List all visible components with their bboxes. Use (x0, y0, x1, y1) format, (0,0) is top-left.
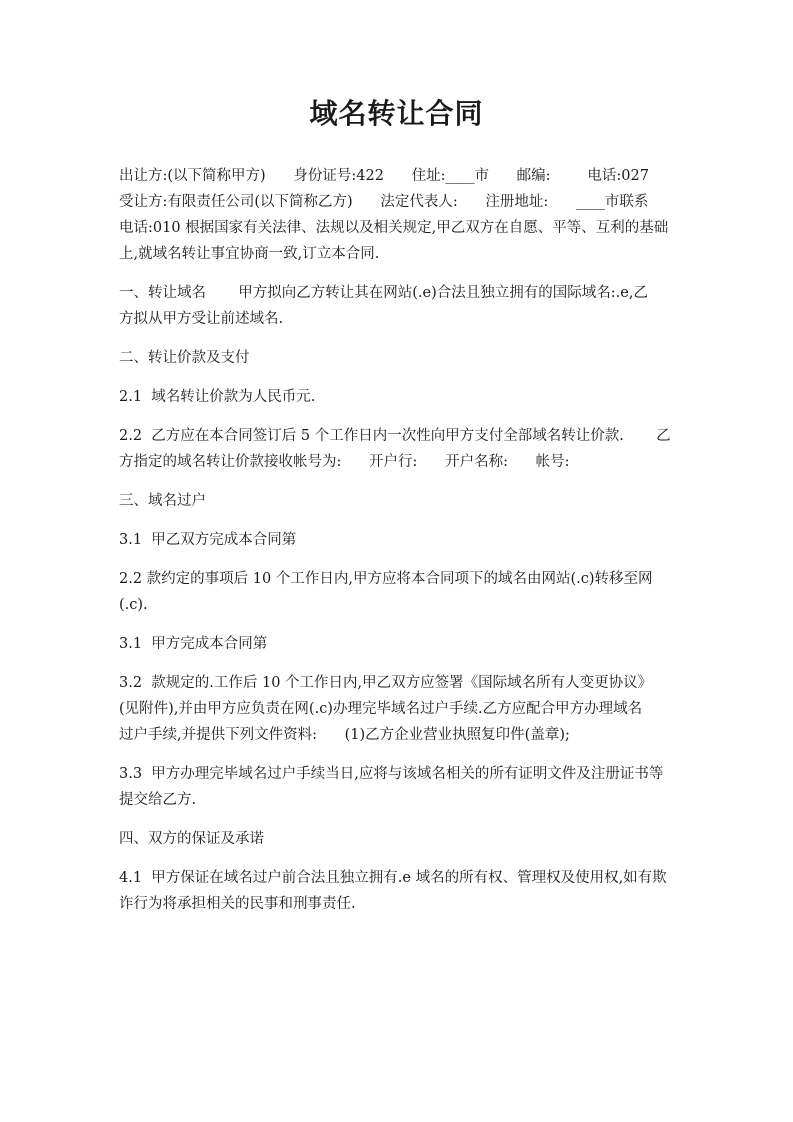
clause-2-1 (119, 384, 675, 410)
clause-line: 3.2 款规定的.工作后 10 个工作日内,甲乙双方应签署《国际域名所有人变更协议》 (119, 675, 653, 691)
clause-line: 2.2 乙方应在本合同签订后 5 个工作日内一次性向甲方支付全部域名转让价款. 乙 (119, 428, 671, 444)
intro-line: 出让方:(以下简称甲方) 身份证号:422 住址:____市 邮编: 电话:027 (119, 168, 649, 184)
clause-3-3 (119, 761, 675, 813)
clause-text: 3.1 甲乙双方完成本合同第 (119, 532, 297, 548)
section-heading-text: 四、双方的保证及承诺 (119, 831, 264, 847)
clause-line: (.c). (119, 597, 148, 613)
clause-line: 4.1 甲方保证在域名过户前合法且独立拥有.e 域名的所有权、管理权及使用权,如有欺 (119, 870, 667, 886)
intro-line: 受让方:有限责任公司(以下简称乙方) 法定代表人: 注册地址: ____市联系 (119, 194, 649, 210)
clause-3-2 (119, 670, 675, 748)
document-body (119, 163, 675, 930)
document-title: 域名转让合同 (309, 97, 484, 130)
section-heading-text: 二、转让价款及支付 (119, 350, 250, 366)
section-1-paragraph (119, 280, 675, 332)
section-1-line: 方拟从甲方受让前述域名. (119, 311, 284, 327)
intro-line: 电话:010 根据国家有关法律、法规以及相关规定,甲乙双方在自愿、平等、互利的基础 (119, 220, 669, 236)
clause-4-1 (119, 865, 675, 917)
intro-line: 上,就域名转让事宜协商一致,订立本合同. (119, 246, 380, 262)
clause-line: (见附件),并由甲方应负责在网(.c)办理完毕域名过户手续.乙方应配合甲方办理域名 (119, 701, 643, 717)
section-3-heading (119, 488, 675, 514)
clause-line: 提交给乙方. (119, 792, 197, 808)
section-4-heading (119, 826, 675, 852)
clause-line: 诈行为将承担相关的民事和刑事责任. (119, 896, 356, 912)
clause-3-1b (119, 631, 675, 657)
clause-line: 方指定的域名转让价款接收帐号为: 开户行: 开户名称: 帐号: (119, 454, 570, 470)
section-2-heading (119, 345, 675, 371)
intro-paragraph (119, 163, 675, 267)
section-heading-text: 三、域名过户 (119, 493, 206, 509)
clause-3-1a (119, 527, 675, 553)
clause-2-2b (119, 566, 675, 618)
clause-2-2 (119, 423, 675, 475)
clause-text: 2.1 域名转让价款为人民币元. (119, 389, 316, 405)
clause-line: 3.3 甲方办理完毕域名过户手续当日,应将与该域名相关的所有证明文件及注册证书等 (119, 766, 664, 782)
clause-line: 2.2 款约定的事项后 10 个工作日内,甲方应将本合同项下的域名由网站(.c)转移至网 (119, 571, 653, 587)
section-1-line: 一、转让域名 甲方拟向乙方转让其在网站(.e)合法且独立拥有的国际域名:.e,乙 (119, 285, 648, 301)
clause-text: 3.1 甲方完成本合同第 (119, 636, 268, 652)
clause-line: 过户手续,并提供下列文件资料: (1)乙方企业营业执照复印件(盖章); (119, 727, 570, 743)
